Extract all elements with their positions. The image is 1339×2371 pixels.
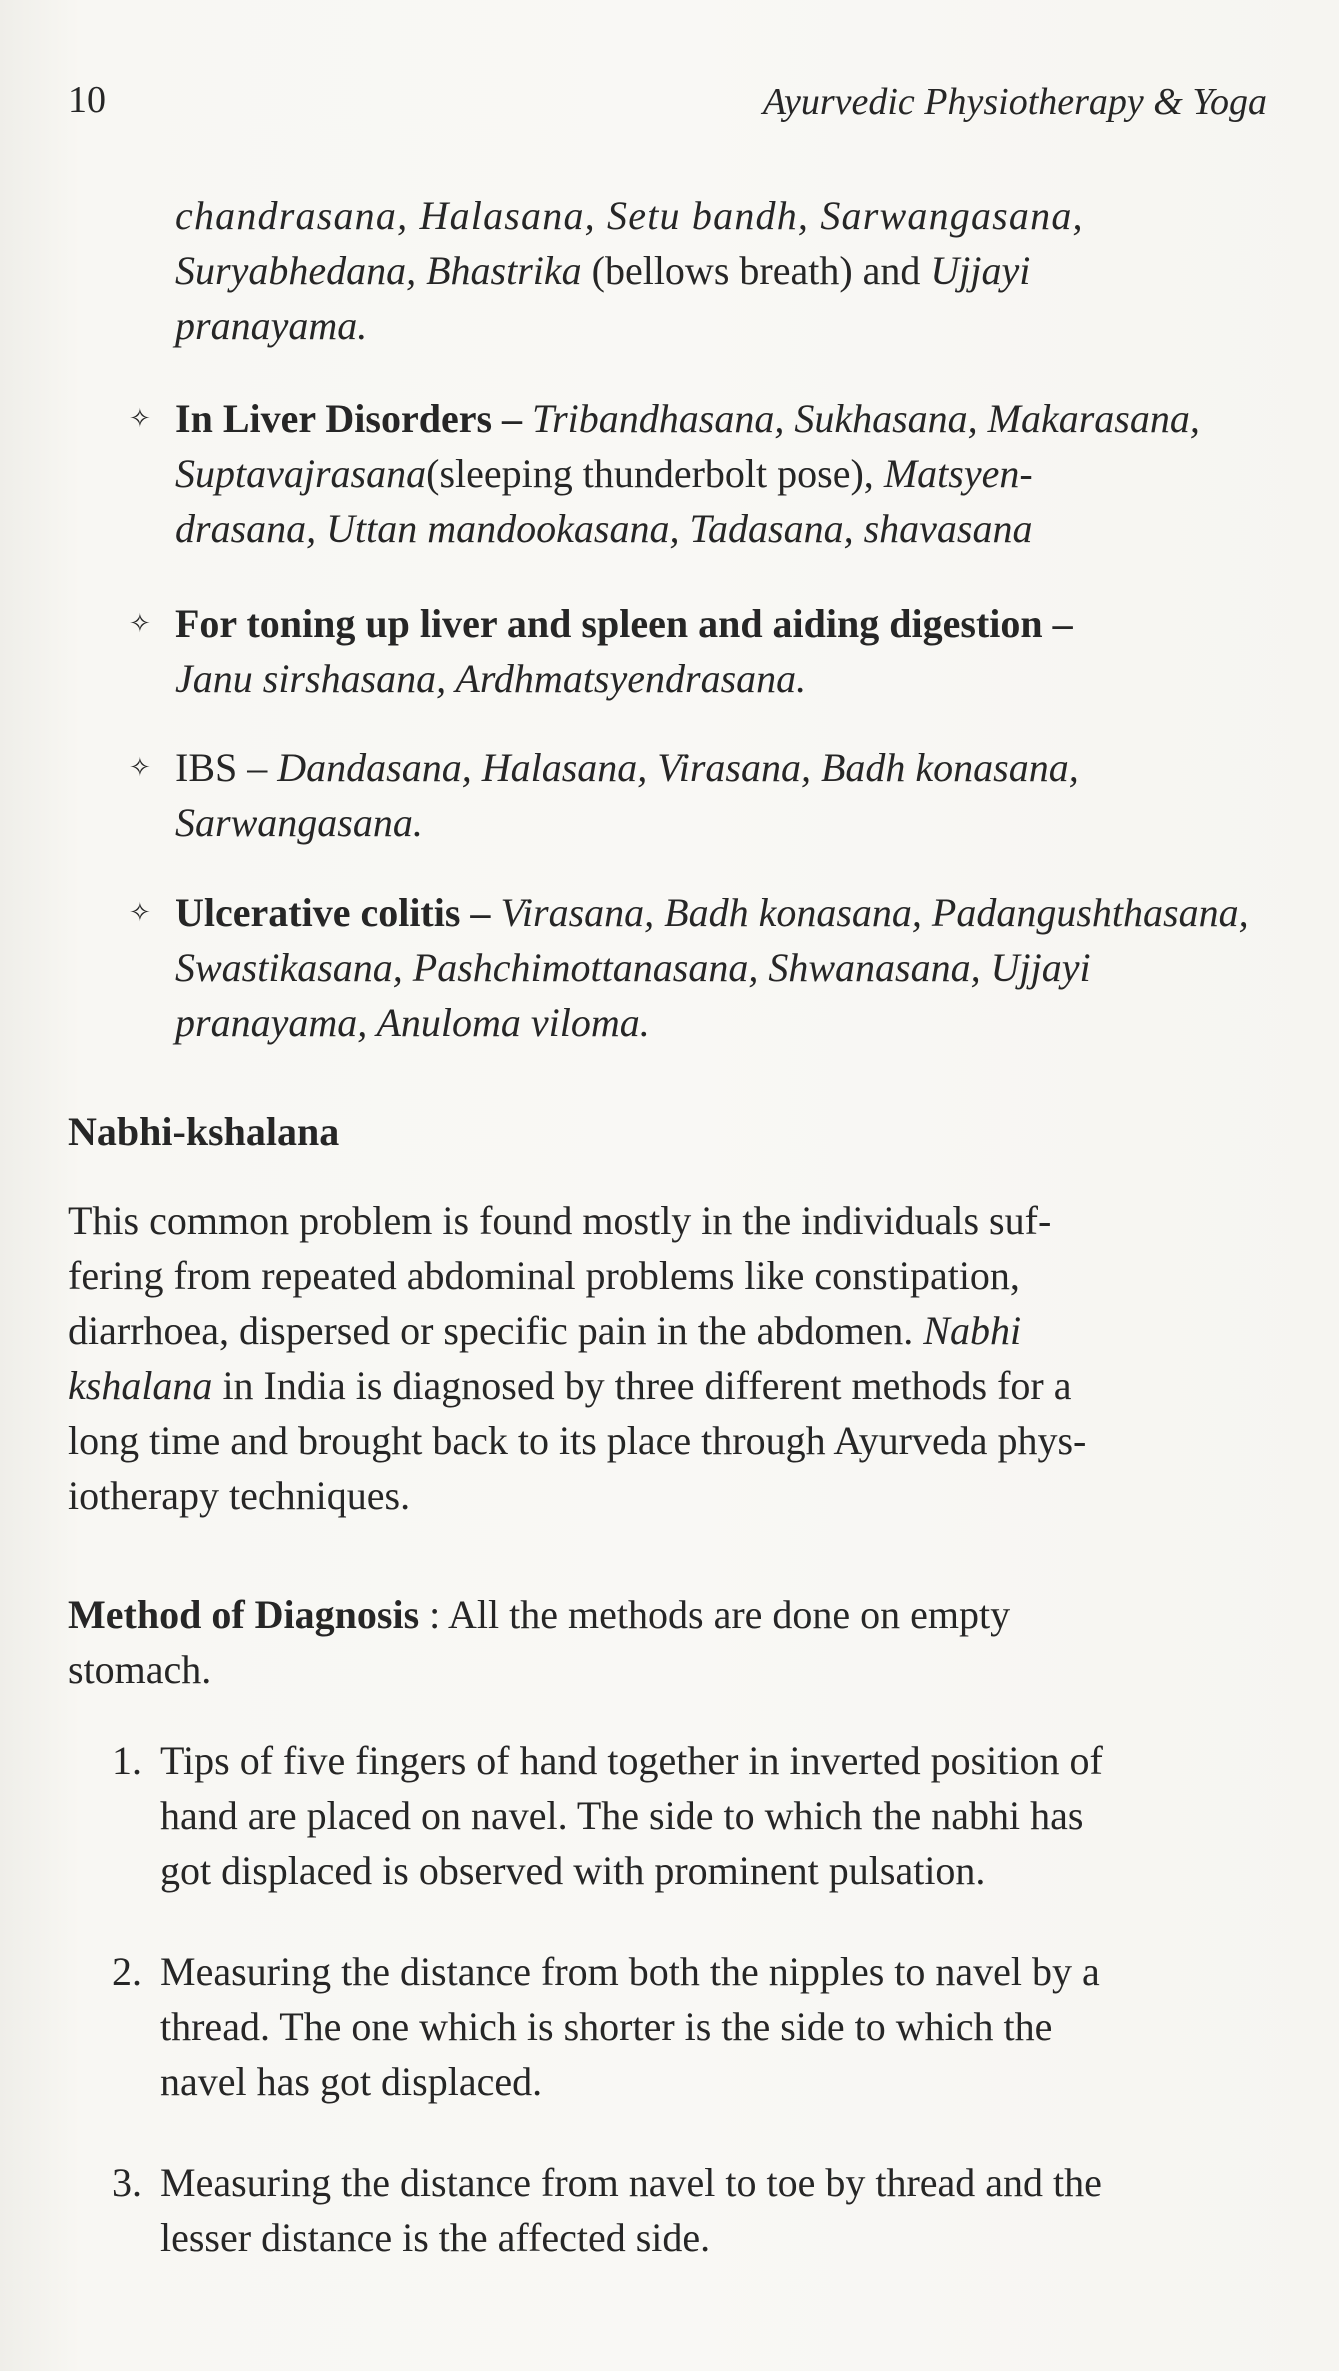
page-number: 10	[68, 79, 106, 121]
bullet-term: IBS	[175, 745, 238, 790]
bullet-item-toning: ✧ For toning up liver and spleen and aiding digestion – Janu sirshasana, Ardhmatsyendrasana.	[175, 596, 1265, 706]
running-head: Ayurvedic Physiotherapy & Yoga	[762, 81, 1267, 123]
diagnosis-item: 3. Measuring the distance from navel to toe by thread and the lesser distance is the affected side.	[160, 2155, 1265, 2265]
bullet-item-liver: ✧ In Liver Disorders – Tribandhasana, Sukhasana, Makarasana, Suptavajrasana(sleeping thunderbolt pose), Matsyen- drasana, Uttan mandookasana, Tadasana, shavasana	[175, 391, 1265, 556]
continuation-line: Suryabhedana, Bhastrika (bellows breath) and Ujjayi	[175, 248, 1031, 293]
bullet-icon: ✧	[129, 898, 151, 927]
continuation-line: pranayama.	[175, 303, 368, 348]
bullet-icon: ✧	[129, 404, 151, 433]
item-number: 1.	[112, 1738, 142, 1783]
bullet-term: In Liver Disorders –	[175, 396, 533, 441]
diagnosis-intro: Method of Diagnosis : All the methods are done on empty stomach.	[68, 1592, 1011, 1692]
section-paragraph: This common problem is found mostly in the individuals suf- fering from repeated abdominal problems like constipation, diarrhoea, dispersed or specific pain in the abdomen. Nabhi kshalana in India is diagnosed by three different methods for a long time and brought back to its place through Ayurveda phys- iotherapy techniques.	[68, 1198, 1087, 1518]
bullet-term: Ulcerative colitis –	[175, 890, 501, 935]
diagnosis-item: 2. Measuring the distance from both the nipples to navel by a thread. The one which is shorter is the side to which the navel has got displaced.	[160, 1944, 1265, 2109]
continuation-line: chandrasana, Halasana, Setu bandh, Sarwangasana,	[175, 193, 1084, 238]
page-header	[68, 78, 1267, 138]
bullet-term: For toning up liver and spleen and aiding digestion –	[175, 601, 1073, 646]
diagnosis-label: Method of Diagnosis	[68, 1592, 420, 1637]
diagnosis-item: 1. Tips of five fingers of hand together in inverted position of hand are placed on navel. The side to which the nabhi has got displaced is observed with prominent pulsation.	[160, 1733, 1265, 1898]
bullet-icon: ✧	[129, 609, 151, 638]
section-heading: Nabhi-kshalana	[68, 1109, 340, 1154]
item-number: 3.	[112, 2160, 142, 2205]
bullet-item-ibs: ✧ IBS – Dandasana, Halasana, Virasana, Badh konasana, Sarwangasana.	[175, 740, 1265, 850]
continuation-block	[175, 188, 1265, 353]
bullet-icon: ✧	[129, 753, 151, 782]
bullet-item-ulcerative-colitis: ✧ Ulcerative colitis – Virasana, Badh konasana, Padangushthasana, Swastikasana, Pashchimottanasana, Shwanasana, Ujjayi pranayama, Anuloma viloma.	[175, 885, 1265, 1050]
item-number: 2.	[112, 1949, 142, 1994]
